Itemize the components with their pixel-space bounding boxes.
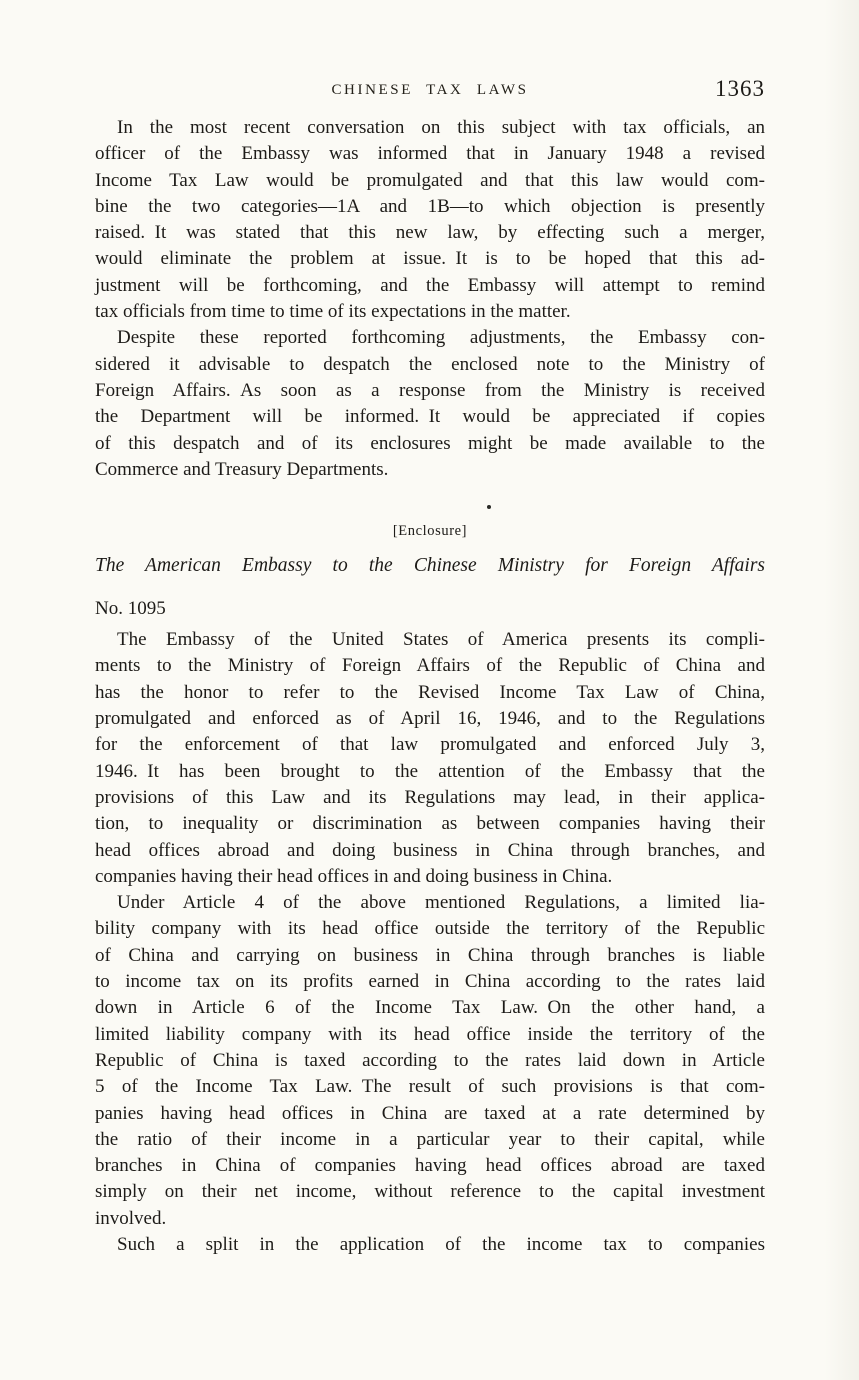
paragraph: [95, 325, 765, 483]
text-line: has the honor to refer to the Revised Income Tax Law of China,: [95, 681, 765, 703]
text-line: tion, to inequality or discrimination as between companies having their: [95, 813, 765, 835]
paragraph: [95, 627, 765, 890]
running-header: [95, 76, 765, 103]
enclosure-title: The American Embassy to the Chinese Ministry for Foreign Affairs: [95, 555, 765, 577]
text-line: In the most recent conversation on this subject with tax officials, an: [117, 117, 765, 138]
text-line: involved.: [95, 1207, 167, 1229]
text-line: simply on their net income, without reference to the capital investment: [95, 1181, 765, 1203]
text-line: officer of the Embassy was informed that in January 1948 a revised: [95, 143, 765, 165]
paragraph: [95, 1232, 765, 1258]
text-line: Such a split in the application of the income tax to companies: [117, 1233, 765, 1255]
text-line: head offices abroad and doing business in China through branches, and: [95, 839, 765, 861]
text-line: Under Article 4 of the above mentioned Regulations, a limited lia-: [117, 892, 765, 914]
text-line: Commerce and Treasury Departments.: [95, 458, 389, 480]
paragraph: [95, 115, 765, 325]
text-line: companies having their head offices in and doing business in China.: [95, 865, 613, 887]
text-line: would eliminate the problem at issue. It is to be hoped that this ad-: [95, 248, 765, 270]
running-head-title: CHINESE TAX LAWS: [331, 82, 529, 98]
text-line: of China and carrying on business in China through branches is liable: [95, 944, 765, 966]
text-line: justment will be forthcoming, and the Embassy will attempt to remind: [95, 274, 765, 296]
print-speck: [487, 505, 491, 509]
text-line: branches in China of companies having head offices abroad are taxed: [95, 1155, 765, 1177]
text-line: Income Tax Law would be promulgated and that this law would com-: [95, 169, 765, 191]
text-line: for the enforcement of that law promulgated and enforced July 3,: [95, 734, 765, 756]
text-line: to income tax on its profits earned in China according to the rates laid: [95, 971, 765, 993]
text-line: bine the two categories—1A and 1B—to which objection is presently: [95, 195, 765, 217]
text-line: sidered it advisable to despatch the enclosed note to the Ministry of: [95, 353, 765, 375]
text-line: of this despatch and of its enclosures might be made available to the: [95, 432, 765, 454]
text-line: limited liability company with its head office inside the territory of the: [95, 1023, 765, 1045]
text-line: 1946. It has been brought to the attention of the Embassy that the: [95, 760, 765, 782]
text-line: the Department will be informed. It would be appreciated if copies: [95, 406, 765, 428]
paragraph: [95, 890, 765, 1232]
text-line: provisions of this Law and its Regulations may lead, in their applica-: [95, 786, 765, 808]
text-line: Republic of China is taxed according to the rates laid down in Article: [95, 1049, 765, 1071]
book-page: [95, 0, 765, 1258]
text-line: Despite these reported forthcoming adjustments, the Embassy con-: [117, 327, 765, 349]
page-number: 1363: [715, 76, 765, 101]
text-line: tax officials from time to time of its expectations in the matter.: [95, 301, 571, 323]
text-line: panies having head offices in China are taxed at a rate determined by: [95, 1102, 765, 1124]
text-line: ments to the Ministry of Foreign Affairs of the Republic of China and: [95, 655, 765, 677]
text-line: the ratio of their income in a particular year to their capital, while: [95, 1128, 765, 1150]
text-line: raised. It was stated that this new law, by effecting such a merger,: [95, 222, 765, 244]
document-number: No. 1095: [95, 598, 166, 620]
text-line: The Embassy of the United States of America presents its compli-: [117, 629, 765, 651]
text-line: down in Article 6 of the Income Tax Law. On the other hand, a: [95, 997, 765, 1019]
text-line: 5 of the Income Tax Law. The result of such provisions is that com-: [95, 1076, 765, 1098]
text-line: Foreign Affairs. As soon as a response from the Ministry is received: [95, 379, 765, 401]
text-line: promulgated and enforced as of April 16, 1946, and to the Regulations: [95, 708, 765, 730]
text-line: bility company with its head office outside the territory of the Republic: [95, 918, 765, 940]
enclosure-label: [Enclosure]: [392, 523, 468, 540]
